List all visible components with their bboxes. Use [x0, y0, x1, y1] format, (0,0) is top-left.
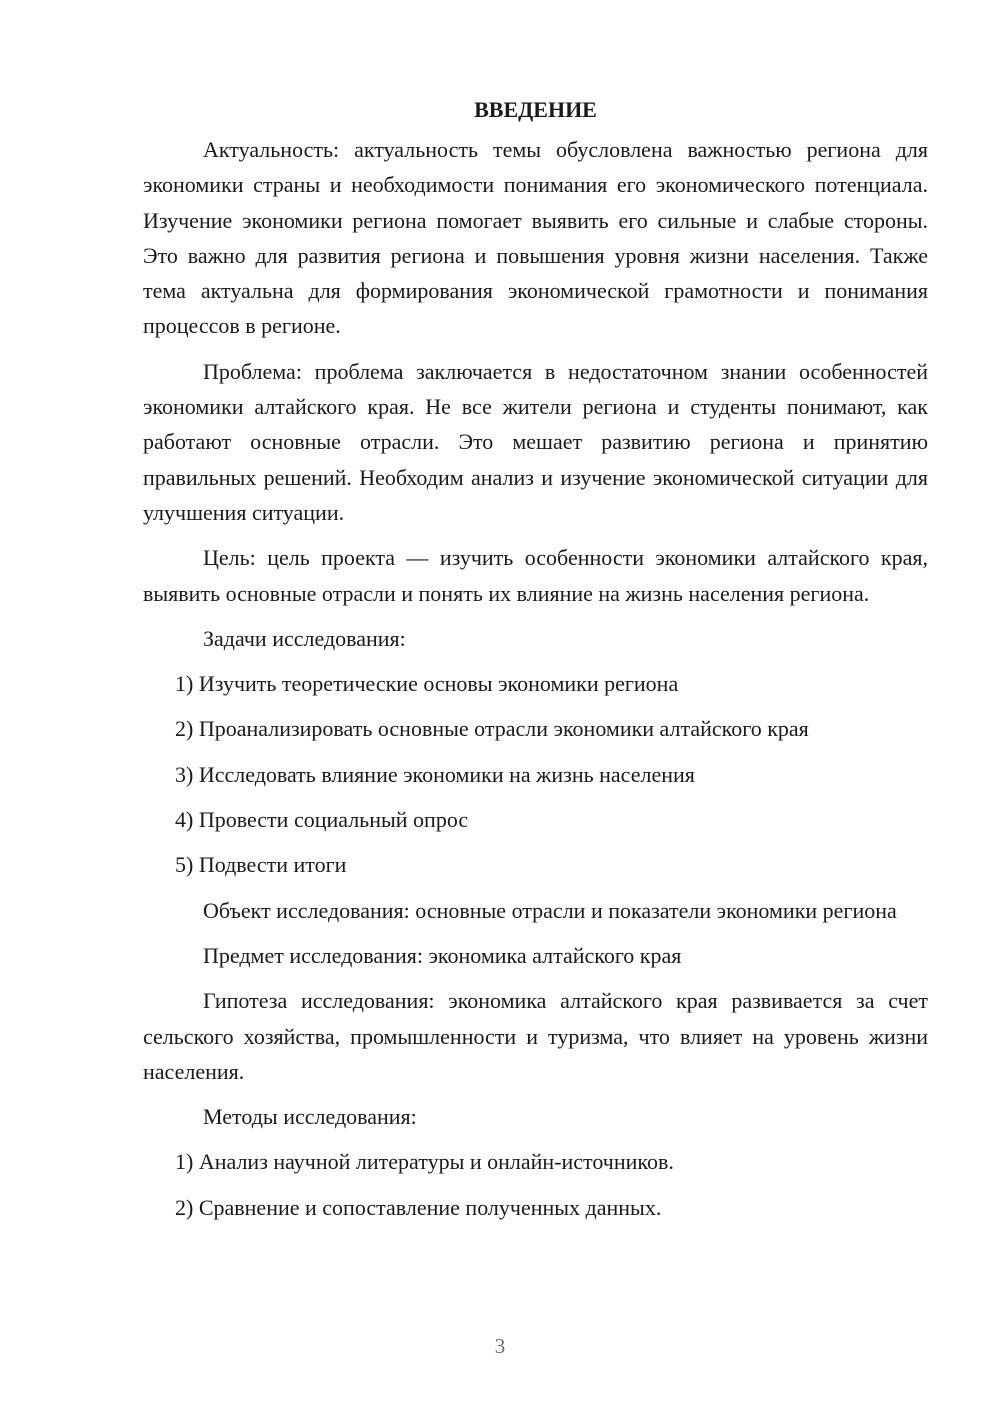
relevance-paragraph: Актуальность: актуальность темы обусловлена важностью региона для экономики страны и необходимости понимания его экономического потенциала. Изучение экономики региона помогает выявить его сильные и слабые стороны. Это важно для развития региона и повышения уровня жизни населения. Также тема актуальна для формирования экономической грамотности и понимания процессов в регионе. — [143, 137, 928, 339]
task-item: 2) Проанализировать основные отрасли экономики алтайского края — [175, 716, 809, 742]
task-item: 1) Изучить теоретические основы экономики региона — [175, 671, 679, 697]
object-paragraph: Объект исследования: основные отрасли и показатели экономики региона — [203, 897, 897, 923]
document-page — [143, 92, 928, 1225]
subject-paragraph: Предмет исследования: экономика алтайского края — [203, 942, 682, 968]
method-item: 1) Анализ научной литературы и онлайн-источников. — [175, 1149, 674, 1175]
problem-paragraph: Проблема: проблема заключается в недостаточном знании особенностей экономики алтайского края. Не все жители региона и студенты понимают, как работают основные отрасли. Это мешает развитию региона и принятию правильных решений. Необходим анализ и изучение экономической ситуации для улучшения ситуации. — [143, 358, 928, 525]
task-item: 3) Исследовать влияние экономики на жизнь населения — [175, 761, 695, 787]
tasks-heading: Задачи исследования: — [203, 625, 406, 651]
page-number: 3 — [494, 1334, 506, 1358]
method-item: 2) Сравнение и сопоставление полученных данных. — [175, 1194, 662, 1220]
methods-heading: Методы исследования: — [203, 1104, 417, 1130]
page-title: ВВЕДЕНИЕ — [474, 97, 597, 122]
task-item: 5) Подвести итоги — [175, 852, 347, 878]
hypothesis-paragraph: Гипотеза исследования: экономика алтайского края развивается за счет сельского хозяйства, промышленности и туризма, что влияет на уровень жизни населения. — [143, 988, 928, 1084]
task-item: 4) Провести социальный опрос — [175, 807, 469, 833]
goal-paragraph: Цель: цель проекта — изучить особенности экономики алтайского края, выявить основные отрасли и понять их влияние на жизнь населения региона. — [143, 545, 928, 606]
